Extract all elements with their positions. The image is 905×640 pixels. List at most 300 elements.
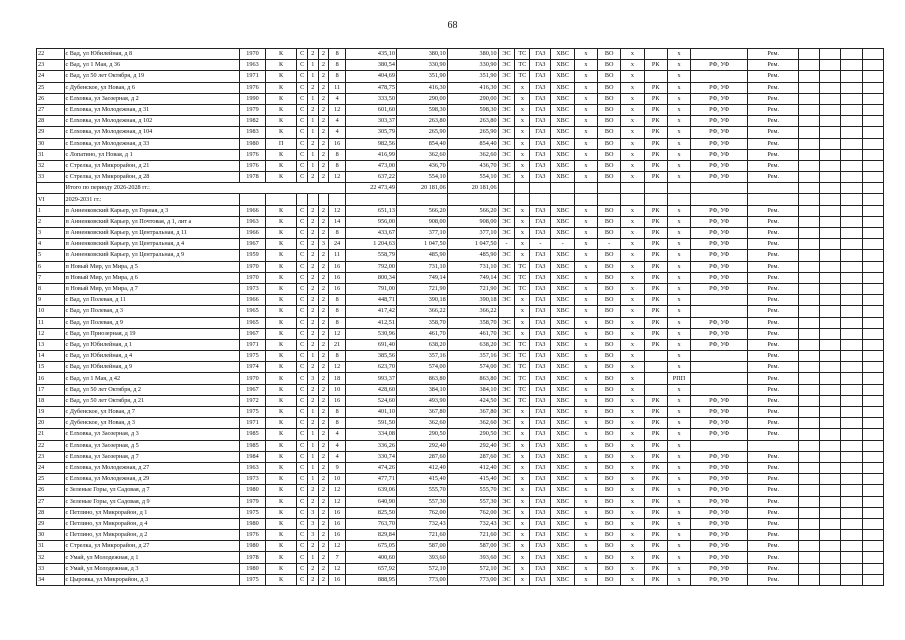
section-row bbox=[37, 194, 884, 205]
table-cell: 474,26 bbox=[346, 462, 397, 473]
table-cell: с Вад, ул Полевая, д 11 bbox=[64, 295, 240, 306]
table-cell: 390,18 bbox=[447, 295, 498, 306]
table-cell: 8 bbox=[329, 351, 346, 362]
table-cell: х bbox=[574, 541, 597, 552]
table-cell: ЭС bbox=[498, 82, 515, 93]
table-cell: п Анненковский Карьер, ул Горная, д 3 bbox=[64, 205, 240, 216]
table-cell: х bbox=[574, 429, 597, 440]
table-cell: 1 bbox=[308, 116, 319, 127]
table-cell: с Вад, ул 50 лет Октября, д 2 bbox=[64, 384, 240, 395]
table-cell: 357,16 bbox=[396, 351, 447, 362]
table-cell: 2 bbox=[318, 518, 329, 529]
empty-cell bbox=[318, 194, 329, 205]
table-cell: ЭС bbox=[498, 149, 515, 160]
table-cell: 4 bbox=[329, 93, 346, 104]
table-cell: К bbox=[265, 205, 297, 216]
table-cell: ГАЗ bbox=[530, 272, 551, 283]
table-cell: 1980 bbox=[240, 518, 265, 529]
table-cell: 1 bbox=[308, 440, 319, 451]
empty-cell bbox=[799, 339, 820, 350]
empty-cell bbox=[644, 194, 667, 205]
empty-cell bbox=[799, 60, 820, 71]
table-cell: РК bbox=[644, 317, 667, 328]
empty-cell bbox=[498, 183, 515, 194]
empty-cell bbox=[862, 395, 883, 406]
table-cell: 657,92 bbox=[346, 563, 397, 574]
table-cell: ВО bbox=[598, 384, 621, 395]
table-cell: 2 bbox=[308, 82, 319, 93]
empty-cell bbox=[820, 116, 841, 127]
empty-cell bbox=[841, 462, 862, 473]
table-cell: 2 bbox=[318, 351, 329, 362]
table-cell: 400,60 bbox=[346, 552, 397, 563]
table-cell: 24 bbox=[37, 462, 65, 473]
table-cell: х bbox=[621, 507, 644, 518]
empty-cell bbox=[862, 71, 883, 82]
table-cell: 1971 bbox=[240, 418, 265, 429]
table-cell: С bbox=[297, 239, 308, 250]
table-cell: РК bbox=[644, 272, 667, 283]
table-cell: С bbox=[297, 306, 308, 317]
table-cell: 2 bbox=[308, 328, 319, 339]
table-cell: х bbox=[621, 541, 644, 552]
empty-cell bbox=[799, 295, 820, 306]
table-cell: 2 bbox=[318, 228, 329, 239]
page-number: 68 bbox=[447, 20, 458, 31]
table-row bbox=[37, 518, 884, 529]
table-cell: К bbox=[265, 362, 297, 373]
table-row bbox=[37, 474, 884, 485]
table-cell: ГАЗ bbox=[530, 474, 551, 485]
table-cell: с Стрелка, ул Микрорайон, д 28 bbox=[64, 172, 240, 183]
table-cell: 2 bbox=[318, 451, 329, 462]
table-cell: ВО bbox=[598, 451, 621, 462]
table-cell: х bbox=[621, 384, 644, 395]
empty-cell bbox=[820, 295, 841, 306]
table-cell: 12 bbox=[329, 104, 346, 115]
table-cell: РФ, УФ bbox=[691, 563, 748, 574]
table-row bbox=[37, 362, 884, 373]
empty-cell bbox=[820, 250, 841, 261]
table-cell: ТС bbox=[515, 60, 530, 71]
table-cell: х bbox=[574, 328, 597, 339]
table-cell: х bbox=[515, 518, 530, 529]
table-cell: С bbox=[297, 451, 308, 462]
table-cell bbox=[644, 384, 667, 395]
table-cell: х bbox=[667, 518, 690, 529]
table-cell: с Вад, ул Юбилейная, д 9 bbox=[64, 362, 240, 373]
empty-cell bbox=[841, 295, 862, 306]
empty-cell bbox=[799, 160, 820, 171]
table-cell: ХВС bbox=[551, 250, 574, 261]
table-row bbox=[37, 328, 884, 339]
table-cell: С bbox=[297, 574, 308, 585]
table-cell: х bbox=[515, 239, 530, 250]
table-cell: х bbox=[574, 339, 597, 350]
table-cell: 19 bbox=[37, 407, 65, 418]
table-cell: РК bbox=[644, 239, 667, 250]
table-row bbox=[37, 552, 884, 563]
table-cell: Рем. bbox=[748, 272, 799, 283]
table-cell: 3 bbox=[37, 228, 65, 239]
table-row bbox=[37, 395, 884, 406]
table-cell: ВО bbox=[598, 250, 621, 261]
table-cell: ХВС bbox=[551, 328, 574, 339]
table-cell: ЭС bbox=[498, 451, 515, 462]
table-cell: 16 bbox=[329, 574, 346, 585]
table-cell: ГАЗ bbox=[530, 518, 551, 529]
empty-cell bbox=[308, 194, 319, 205]
table-cell: 1975 bbox=[240, 351, 265, 362]
table-cell: 12 bbox=[329, 485, 346, 496]
table-cell: с Дубенское, ул Новая, д 7 bbox=[64, 407, 240, 418]
table-cell: 377,10 bbox=[396, 228, 447, 239]
table-cell: РФ, УФ bbox=[691, 395, 748, 406]
table-cell: 362,60 bbox=[447, 418, 498, 429]
table-cell: ЭС bbox=[498, 138, 515, 149]
table-cell: К bbox=[265, 172, 297, 183]
table-cell: ЭС bbox=[498, 93, 515, 104]
table-cell: Рем. bbox=[748, 239, 799, 250]
table-cell: х bbox=[621, 440, 644, 451]
table-cell: 16 bbox=[329, 261, 346, 272]
table-cell: ГАЗ bbox=[530, 116, 551, 127]
table-cell: 721,90 bbox=[396, 283, 447, 294]
table-cell: С bbox=[297, 295, 308, 306]
table-cell: х bbox=[574, 261, 597, 272]
table-cell: х bbox=[515, 149, 530, 160]
table-cell: х bbox=[574, 160, 597, 171]
table-cell: 8 bbox=[329, 60, 346, 71]
table-cell: х bbox=[621, 530, 644, 541]
empty-cell bbox=[799, 49, 820, 60]
table-cell: ВО bbox=[598, 496, 621, 507]
table-cell: 2 bbox=[318, 373, 329, 384]
table-cell: С bbox=[297, 228, 308, 239]
table-cell: ЭС bbox=[498, 418, 515, 429]
table-cell: 330,90 bbox=[396, 60, 447, 71]
table-row bbox=[37, 339, 884, 350]
table-cell: 2 bbox=[318, 283, 329, 294]
empty-cell bbox=[820, 272, 841, 283]
table-cell: 1 bbox=[308, 462, 319, 473]
empty-cell bbox=[841, 530, 862, 541]
table-cell: с Вад, ул Приозерная, д 19 bbox=[64, 328, 240, 339]
table-cell: х bbox=[621, 205, 644, 216]
table-cell: с Елховка, ул Молодежная, д 33 bbox=[64, 138, 240, 149]
table-cell: 10 bbox=[37, 306, 65, 317]
table-cell: х bbox=[621, 418, 644, 429]
table-cell: ХВС bbox=[551, 160, 574, 171]
table-cell: РК bbox=[644, 574, 667, 585]
table-cell: ГАЗ bbox=[530, 362, 551, 373]
table-cell: 16 bbox=[329, 530, 346, 541]
table-cell: 2 bbox=[318, 295, 329, 306]
table-cell: 2 bbox=[318, 507, 329, 518]
table-cell: 1963 bbox=[240, 462, 265, 473]
empty-cell bbox=[820, 149, 841, 160]
empty-cell bbox=[862, 261, 883, 272]
total-value: 22 473,49 bbox=[346, 183, 397, 194]
table-cell: РФ, УФ bbox=[691, 418, 748, 429]
table-cell: РПП bbox=[667, 373, 690, 384]
empty-cell bbox=[799, 172, 820, 183]
table-cell: 2 bbox=[308, 362, 319, 373]
table-cell: 2 bbox=[318, 407, 329, 418]
table-cell: ЭС bbox=[498, 574, 515, 585]
table-cell: х bbox=[621, 228, 644, 239]
table-cell: РФ, УФ bbox=[691, 104, 748, 115]
empty-cell bbox=[862, 474, 883, 485]
empty-cell bbox=[799, 138, 820, 149]
table-cell: 792,00 bbox=[346, 261, 397, 272]
empty-cell bbox=[862, 328, 883, 339]
table-cell: Рем. bbox=[748, 328, 799, 339]
table-cell: ГАЗ bbox=[530, 429, 551, 440]
empty-cell bbox=[820, 82, 841, 93]
empty-cell bbox=[862, 306, 883, 317]
empty-cell bbox=[841, 317, 862, 328]
table-cell: х bbox=[515, 530, 530, 541]
table-cell: х bbox=[574, 138, 597, 149]
table-cell: 3 bbox=[308, 507, 319, 518]
table-cell: х bbox=[667, 485, 690, 496]
table-cell: 2 bbox=[318, 462, 329, 473]
table-cell: х bbox=[667, 261, 690, 272]
table-cell: ГАЗ bbox=[530, 172, 551, 183]
table-cell: 2 bbox=[318, 395, 329, 406]
table-cell: ЭС bbox=[498, 216, 515, 227]
table-cell: ЭС bbox=[498, 250, 515, 261]
table-cell: х bbox=[574, 496, 597, 507]
table-cell: С bbox=[297, 205, 308, 216]
table-cell: 22 bbox=[37, 49, 65, 60]
table-cell: 2 bbox=[318, 261, 329, 272]
table-cell: ГАЗ bbox=[530, 317, 551, 328]
table-cell: РК bbox=[644, 462, 667, 473]
table-cell: ЭС bbox=[498, 104, 515, 115]
table-cell: ХВС bbox=[551, 104, 574, 115]
table-cell: ВО bbox=[598, 563, 621, 574]
table-cell: 265,90 bbox=[396, 127, 447, 138]
empty-cell bbox=[799, 104, 820, 115]
table-cell: РК bbox=[644, 395, 667, 406]
table-cell: С bbox=[297, 216, 308, 227]
table-cell: ЭС bbox=[498, 462, 515, 473]
empty-cell bbox=[329, 194, 346, 205]
empty-cell bbox=[862, 574, 883, 585]
table-cell: ГАЗ bbox=[530, 104, 551, 115]
table-cell: х bbox=[515, 216, 530, 227]
table-cell: ВО bbox=[598, 351, 621, 362]
empty-cell bbox=[841, 194, 862, 205]
table-cell: ВО bbox=[598, 373, 621, 384]
table-cell: х bbox=[574, 228, 597, 239]
table-cell: РК bbox=[644, 328, 667, 339]
table-cell: С bbox=[297, 395, 308, 406]
table-cell: 493,90 bbox=[396, 395, 447, 406]
table-row bbox=[37, 71, 884, 82]
table-cell: РК bbox=[644, 261, 667, 272]
table-cell: х bbox=[515, 429, 530, 440]
table-cell: х bbox=[667, 283, 690, 294]
table-cell: ВО bbox=[598, 295, 621, 306]
table-cell: х bbox=[574, 272, 597, 283]
table-cell: ВО bbox=[598, 228, 621, 239]
table-cell bbox=[644, 373, 667, 384]
table-cell: х bbox=[621, 250, 644, 261]
table-cell: ГАЗ bbox=[530, 373, 551, 384]
table-cell: 12 bbox=[329, 328, 346, 339]
table-cell: х bbox=[621, 395, 644, 406]
table-cell: ВО bbox=[598, 127, 621, 138]
table-cell: РК bbox=[644, 228, 667, 239]
table-cell: 2 bbox=[318, 496, 329, 507]
table-cell: х bbox=[515, 93, 530, 104]
table-cell: РФ, УФ bbox=[691, 407, 748, 418]
table-cell: ЭС bbox=[498, 49, 515, 60]
table-cell: 675,05 bbox=[346, 541, 397, 552]
table-cell: х bbox=[667, 462, 690, 473]
table-row bbox=[37, 116, 884, 127]
table-cell: 330,74 bbox=[346, 451, 397, 462]
table-cell: К bbox=[265, 328, 297, 339]
table-cell: С bbox=[297, 496, 308, 507]
table-cell: ВО bbox=[598, 60, 621, 71]
table-cell: х bbox=[667, 328, 690, 339]
table-cell: с Елховка, ул Заозерная, д 7 bbox=[64, 451, 240, 462]
empty-cell bbox=[799, 283, 820, 294]
table-cell: 384,10 bbox=[447, 384, 498, 395]
table-cell: с Елховка, ул Молодежная, д 31 bbox=[64, 104, 240, 115]
table-cell: 29 bbox=[37, 518, 65, 529]
table-cell: 731,10 bbox=[396, 261, 447, 272]
empty-cell bbox=[799, 474, 820, 485]
table-cell: 2 bbox=[308, 418, 319, 429]
table-cell: ВО bbox=[598, 530, 621, 541]
table-cell: 2 bbox=[318, 317, 329, 328]
empty-cell bbox=[37, 183, 65, 194]
table-cell: 12 bbox=[37, 328, 65, 339]
empty-cell bbox=[862, 172, 883, 183]
empty-cell bbox=[862, 440, 883, 451]
table-cell: К bbox=[265, 574, 297, 585]
table-cell: 10 bbox=[329, 474, 346, 485]
table-cell: 358,70 bbox=[447, 317, 498, 328]
table-cell: ГАЗ bbox=[530, 418, 551, 429]
table-cell: С bbox=[297, 71, 308, 82]
table-cell: х bbox=[515, 485, 530, 496]
table-cell: 8 bbox=[329, 306, 346, 317]
empty-cell bbox=[799, 261, 820, 272]
table-cell: 7 bbox=[329, 552, 346, 563]
table-cell: 2 bbox=[318, 272, 329, 283]
table-cell: ХВС bbox=[551, 496, 574, 507]
table-cell: ХВС bbox=[551, 485, 574, 496]
empty-cell bbox=[841, 149, 862, 160]
table-cell: 2 bbox=[308, 272, 319, 283]
table-cell: К bbox=[265, 474, 297, 485]
table-cell: ГАЗ bbox=[530, 261, 551, 272]
table-cell: 16 bbox=[329, 507, 346, 518]
table-cell: х bbox=[621, 104, 644, 115]
table-cell: РК bbox=[644, 474, 667, 485]
table-cell: РК bbox=[644, 160, 667, 171]
table-cell: С bbox=[297, 149, 308, 160]
table-cell: 448,71 bbox=[346, 295, 397, 306]
empty-cell bbox=[820, 216, 841, 227]
table-cell: 598,30 bbox=[396, 104, 447, 115]
table-cell: х bbox=[621, 172, 644, 183]
table-cell: с Вад, ул 1 Мая, д 36 bbox=[64, 60, 240, 71]
table-cell: с Вад, ул Полевая, д 3 bbox=[64, 306, 240, 317]
empty-cell bbox=[862, 552, 883, 563]
empty-cell bbox=[799, 250, 820, 261]
table-cell: Рем. bbox=[748, 451, 799, 462]
table-cell: 2 bbox=[308, 395, 319, 406]
table-cell: с Елховка, ул Молодежная, д 104 bbox=[64, 127, 240, 138]
empty-cell bbox=[820, 228, 841, 239]
table-cell: К bbox=[265, 104, 297, 115]
table-cell: РК bbox=[644, 116, 667, 127]
table-cell: п Новый Мир, ул Мира, д 5 bbox=[64, 261, 240, 272]
empty-cell bbox=[841, 518, 862, 529]
table-cell: К bbox=[265, 462, 297, 473]
table-cell: х bbox=[621, 49, 644, 60]
table-cell: х bbox=[667, 317, 690, 328]
empty-cell bbox=[862, 295, 883, 306]
table-cell: 8 bbox=[329, 228, 346, 239]
table-cell: х bbox=[667, 429, 690, 440]
empty-cell bbox=[820, 60, 841, 71]
empty-cell bbox=[621, 183, 644, 194]
table-cell: 13 bbox=[37, 339, 65, 350]
table-cell: п Анненковский Карьер, ул Центральная, д 4 bbox=[64, 239, 240, 250]
table-cell: 2 bbox=[318, 530, 329, 541]
table-row bbox=[37, 239, 884, 250]
table-cell: х bbox=[621, 116, 644, 127]
table-cell: х bbox=[574, 250, 597, 261]
table-cell: х bbox=[574, 205, 597, 216]
table-cell: 14 bbox=[37, 351, 65, 362]
table-cell: ХВС bbox=[551, 60, 574, 71]
table-cell: 8 bbox=[329, 418, 346, 429]
empty-cell bbox=[841, 127, 862, 138]
empty-cell bbox=[820, 418, 841, 429]
table-cell: РК bbox=[644, 485, 667, 496]
empty-cell bbox=[799, 440, 820, 451]
table-cell: 12 bbox=[329, 496, 346, 507]
table-cell: 4 bbox=[329, 440, 346, 451]
table-cell: Рем. bbox=[748, 395, 799, 406]
table-cell: 2 bbox=[308, 384, 319, 395]
table-cell: х bbox=[667, 507, 690, 518]
table-cell: с Стрелка, ул Микрорайон, д 21 bbox=[64, 160, 240, 171]
table-cell: К bbox=[265, 149, 297, 160]
empty-cell bbox=[841, 216, 862, 227]
table-cell: 8 bbox=[329, 49, 346, 60]
table-cell: 572,10 bbox=[396, 563, 447, 574]
table-cell: ГАЗ bbox=[530, 306, 551, 317]
table-cell: х bbox=[574, 462, 597, 473]
table-cell: 1 bbox=[308, 93, 319, 104]
table-cell: ВО bbox=[598, 49, 621, 60]
table-cell: ЭС bbox=[498, 261, 515, 272]
table-cell: ВО bbox=[598, 116, 621, 127]
empty-cell bbox=[841, 172, 862, 183]
empty-cell bbox=[799, 574, 820, 585]
empty-cell bbox=[841, 395, 862, 406]
